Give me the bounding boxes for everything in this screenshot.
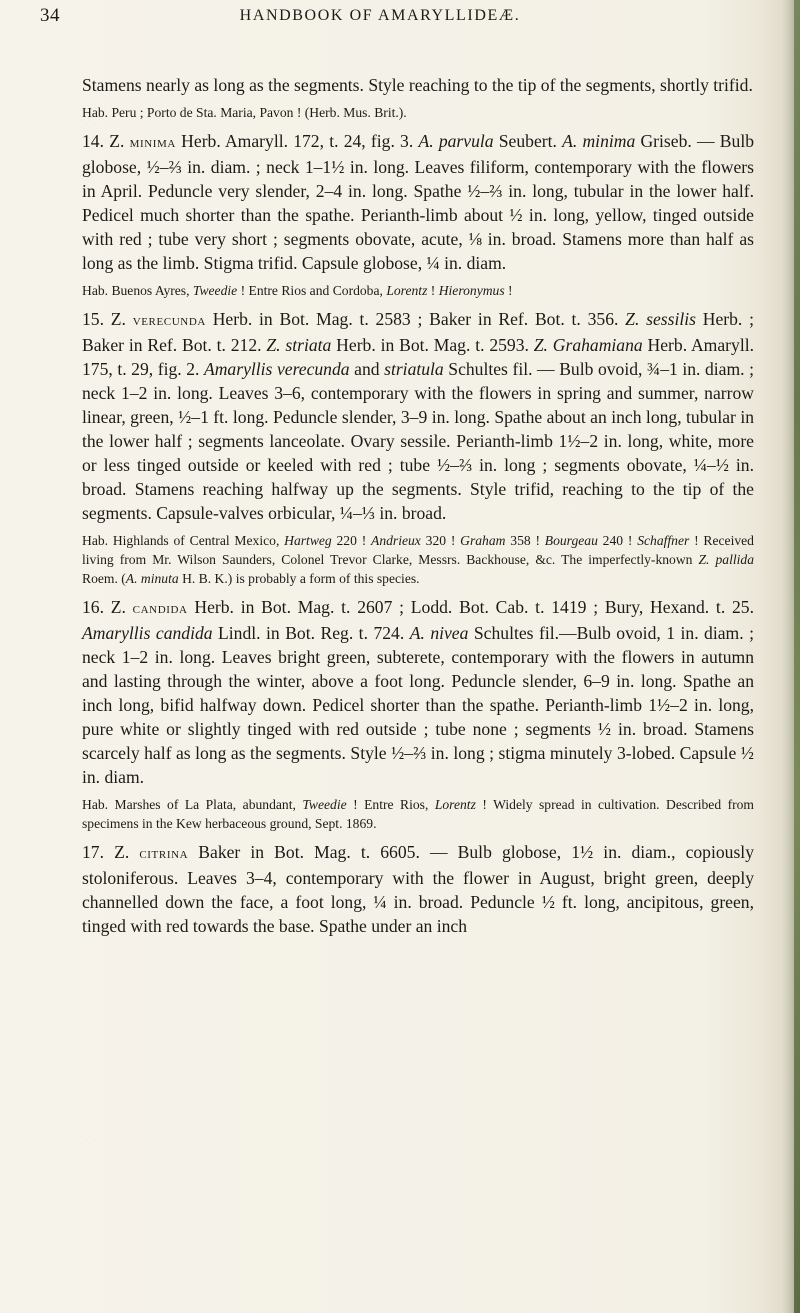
species-16-hab-collector-1: Tweedie [302,797,347,812]
species-15-hab-e: 240 ! [597,533,638,548]
species-15-description [82,307,754,525]
species-14-text-b: Seubert. [493,131,563,151]
species-16-description [82,595,754,789]
species-16-text-a: Herb. in Bot. Mag. t. 2607 ; Lodd. Bot. Cab. t. 1419 ; Bury, Hexand. t. 25. [187,597,754,617]
species-15-hab-collector-1: Hartweg [284,533,332,548]
species-15-hab-f: ! Received living from Mr. Wilson Saunders, Colonel Trevor Clarke, Messrs. Backhouse, &c. The imperfectly-known [82,533,754,567]
species-14-hab-collector-2: Lorentz [386,283,428,298]
species-14-hab-collector-1: Tweedie [192,283,238,298]
species-15-synonym-2: Z. striata [266,335,332,355]
species-16-hab-a: Hab. Marshes of La Plata, abundant, [82,797,303,812]
species-16-hab-c: ! Widely spread in cultivation. Described from specimens in the Kew herbaceous ground, Sept. 1869. [82,797,754,831]
species-16-text-b: Lindl. in Bot. Reg. t. 724. [212,623,410,643]
species-17-text-a: Baker in Bot. Mag. t. 6605. — Bulb globose, 1½ in. diam., copiously stoloniferous. Leaves 3–4, contemporary with the flower in August, bright green, deeply channelled down the face, a foot long, ¼ in. broad. Peduncle ½ ft. long, ancipitous, green, tinged with red towards the base. Spathe under an inch [82,842,754,936]
species-15-hab-h: H. B. K.) is probably a form of this species. [178,571,420,586]
species-15-habitat [82,531,754,588]
species-14-hab-b: ! Entre Rios and Cordoba, [237,283,387,298]
species-14-text-a: Herb. Amaryll. 172, t. 24, fig. 3. [175,131,419,151]
species-16-habitat [82,795,754,833]
species-14-hab-d: ! [504,283,513,298]
species-15-hab-g: Roem. ( [82,571,126,586]
species-14-hab-collector-3: Hieronymus [438,283,505,298]
species-16-synonym-2: A. nivea [409,623,469,643]
species-16-name: candida [132,601,188,617]
species-17-name: citrina [139,846,189,862]
intro-habitat [82,103,754,122]
species-15-synonym-5: striatula [384,359,444,379]
species-14-synonym-2: A. minima [562,131,636,151]
species-15-hab-c: 320 ! [420,533,461,548]
species-14-hab-a: Hab. Buenos Ayres, [82,283,193,298]
running-head: HANDBOOK OF AMARYLLIDEÆ. [239,7,521,24]
species-16-hab-b: ! Entre Rios, [346,797,435,812]
species-14-number: 14. Z. [82,131,125,151]
species-15-number: 15. Z. [82,309,126,329]
species-17-number: 17. Z. [82,842,130,862]
species-15-hab-collector-3: Graham [460,533,506,548]
intro-habitat-text: Hab. Peru ; Porto de Sta. Maria, Pavon ! (Herb. Mus. Brit.). [82,105,407,120]
species-16-synonym-1: Amaryllis candida [82,623,213,643]
species-17-description [82,840,754,938]
species-14-habitat [82,281,754,300]
species-15-text-f: Schultes fil. — Bulb ovoid, ¾–1 in. diam. ; neck 1–2 in. long. Leaves 3–6, contemporary with the flowers in spring and summer, narrow linear, green, ½–1 ft. long. Peduncle slender, 3–9 in. long. Spathe about an inch long, tubular in the lower half ; segments lanceolate. Ovary sessile. Perianth-limb 1½–2 in. long, white, more or less tinged outside or keeled with red ; tube ½–⅔ in. long ; segments obovate, ¼–½ in. broad. Stamens reaching halfway up the segments. Style trifid, reaching to the tip of the segments. Capsule-valves orbicular, ¼–⅓ in. broad. [82,359,754,523]
species-14-synonym-1: A. parvula [418,131,494,151]
species-16-text-c: Schultes fil.—Bulb ovoid, 1 in. diam. ; neck 1–2 in. long. Leaves bright green, subterete, contemporary with the flowers in autumn and lasting through the winter, above a foot long. Peduncle slender, 6–9 in. long. Spathe an inch long, bifid halfway down. Pedicel shorter than the spathe. Perianth-limb 1½–2 in. long, pure white or slightly tinged with red outside ; tube none ; segments ½ in. broad. Stamens scarcely half as long as the segments. Style ½–⅔ in. long ; stigma minutely 3-lobed. Capsule ½ in. diam. [82,623,754,787]
species-15-hab-d: 358 ! [505,533,545,548]
species-15-name: verecunda [132,313,206,329]
species-15-synonym-3: Z. Grahamiana [533,335,643,355]
species-15-text-e: and [349,359,385,379]
page-content [82,73,754,944]
species-15-text-a: Herb. in Bot. Mag. t. 2583 ; Baker in Ref. Bot. t. 356. [205,309,626,329]
species-15-text-d: Herb. Amaryll. 175, t. 29, fig. 2. [82,335,754,379]
species-14-name: minima [129,135,176,151]
species-16-hab-collector-2: Lorentz [434,797,476,812]
species-15-text-b: Herb. ; Baker in Ref. Bot. t. 212. [82,309,754,355]
page-edge-binding [794,0,800,1313]
species-15-hab-collector-5: Schaffner [637,533,690,548]
intro-text: Stamens nearly as long as the segments. Style reaching to the tip of the segments, shortly trifid. [82,75,753,95]
species-15-text-c: Herb. in Bot. Mag. t. 2593. [331,335,534,355]
species-15-hab-b: 220 ! [331,533,372,548]
species-14-text-c: Griseb. — Bulb globose, ½–⅔ in. diam. ; neck 1–1½ in. long. Leaves filiform, contemporary with the flowers in April. Peduncle very slender, 2–4 in. long. Spathe ½–⅔ in. long, tubular in the lower half. Pedicel much shorter than the spathe. Perianth-limb about ½ in. long, yellow, tinged outside with red ; tube very short ; segments obovate, acute, ⅛ in. broad. Stamens more than half as long as the limb. Stigma trifid. Capsule globose, ¼ in. diam. [82,131,755,273]
species-15-hab-taxon-1: Z. pallida [698,552,755,567]
species-16-number: 16. Z. [82,597,126,617]
intro-paragraph [82,73,754,97]
species-15-synonym-1: Z. sessilis [625,309,696,329]
species-15-hab-a: Hab. Highlands of Central Mexico, [82,533,285,548]
species-15-synonym-4: Amaryllis verecunda [203,359,350,379]
species-15-hab-collector-4: Bourgeau [544,533,598,548]
species-15-hab-taxon-2: A. minuta [125,571,179,586]
page-number: 34 [40,5,60,26]
species-14-description [82,129,754,275]
species-15-hab-collector-2: Andrieux [371,533,421,548]
species-14-hab-c: ! [427,283,439,298]
